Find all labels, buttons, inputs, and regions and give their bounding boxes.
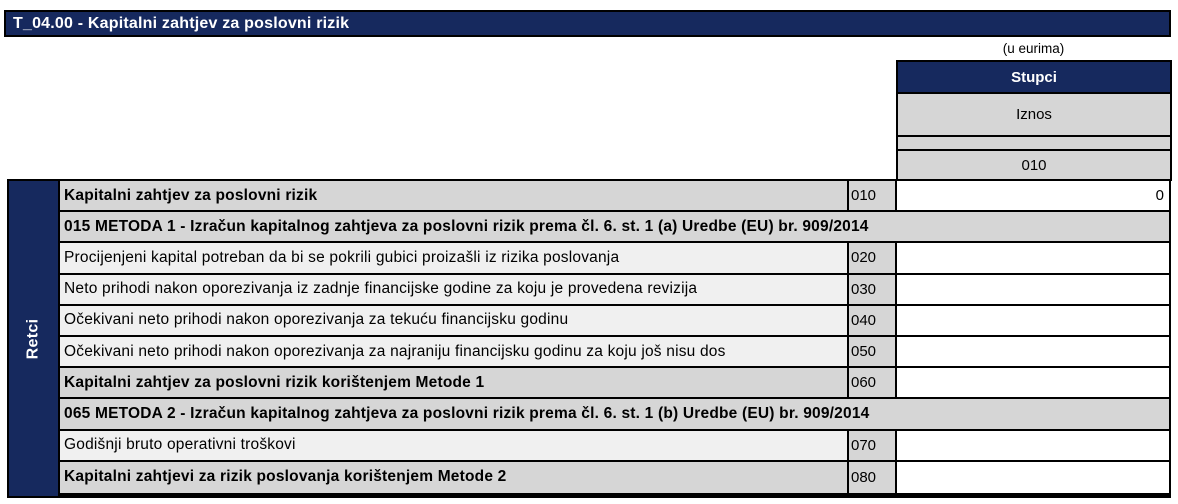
section-header-label: 015 METODA 1 - Izračun kapitalnog zahtjeva za poslovni rizik prema čl. 6. st. 1 (a) Uredbe (EU) br. 909/2014 <box>60 212 1169 241</box>
row-label: Očekivani neto prihodi nakon oporezivanja za tekuću financijsku godinu <box>60 306 849 335</box>
row-code: 020 <box>849 243 897 272</box>
row-code: 050 <box>849 337 897 366</box>
report-table <box>60 179 1171 498</box>
row-value-cell[interactable] <box>897 431 1169 460</box>
template-title: T_04.00 - Kapitalni zahtjev za poslovni rizik <box>13 14 350 32</box>
row-value-cell[interactable] <box>897 306 1169 335</box>
currency-unit-note: (u eurima) <box>1002 41 1065 56</box>
table-row <box>60 181 1169 212</box>
row-label: Neto prihodi nakon oporezivanja iz zadnje financijske godine za koju je provedena revizija <box>60 275 849 304</box>
table-row <box>60 275 1169 306</box>
rows-axis-band <box>7 179 60 498</box>
table-row <box>60 306 1169 337</box>
row-code: 030 <box>849 275 897 304</box>
table-row <box>60 337 1169 368</box>
section-header-row <box>60 212 1169 243</box>
row-code: 060 <box>849 368 897 397</box>
rows-axis-label: Retci <box>24 318 42 359</box>
section-header-row <box>60 399 1169 430</box>
row-value-cell[interactable] <box>897 337 1169 366</box>
column-code-header: 010 <box>898 151 1170 179</box>
table-row <box>60 243 1169 274</box>
table-row <box>60 462 1169 493</box>
table-row <box>60 431 1169 462</box>
row-label: Očekivani neto prihodi nakon oporezivanja za najraniju financijsku godinu za koju još nisu dos <box>60 337 849 366</box>
row-code: 080 <box>849 462 897 493</box>
row-code: 070 <box>849 431 897 460</box>
row-code: 040 <box>849 306 897 335</box>
row-label: Kapitalni zahtjev za poslovni rizik korištenjem Metode 1 <box>60 368 849 397</box>
columns-group-header: Stupci <box>898 62 1170 94</box>
row-value-cell[interactable] <box>897 462 1169 493</box>
row-label: Procijenjeni kapital potreban da bi se pokrili gubici proizašli iz rizika poslovanja <box>60 243 849 272</box>
row-value-cell[interactable] <box>897 368 1169 397</box>
row-label: Godišnji bruto operativni troškovi <box>60 431 849 460</box>
row-label: Kapitalni zahtjevi za rizik poslovanja korištenjem Metode 2 <box>60 462 849 493</box>
row-value-cell[interactable]: 0 <box>897 181 1169 210</box>
columns-header-box <box>896 60 1172 181</box>
section-header-label: 065 METODA 2 - Izračun kapitalnog zahtjeva za poslovni rizik prema čl. 6. st. 1 (b) Uredbe (EU) br. 909/2014 <box>60 399 1169 428</box>
row-code: 010 <box>849 181 897 210</box>
row-label: Kapitalni zahtjev za poslovni rizik <box>60 181 849 210</box>
column-name-header: Iznos <box>898 94 1170 137</box>
row-value-cell[interactable] <box>897 275 1169 304</box>
row-value-cell[interactable] <box>897 243 1169 272</box>
column-header-spacer <box>898 137 1170 151</box>
table-row <box>60 368 1169 399</box>
template-title-bar <box>4 10 1171 37</box>
